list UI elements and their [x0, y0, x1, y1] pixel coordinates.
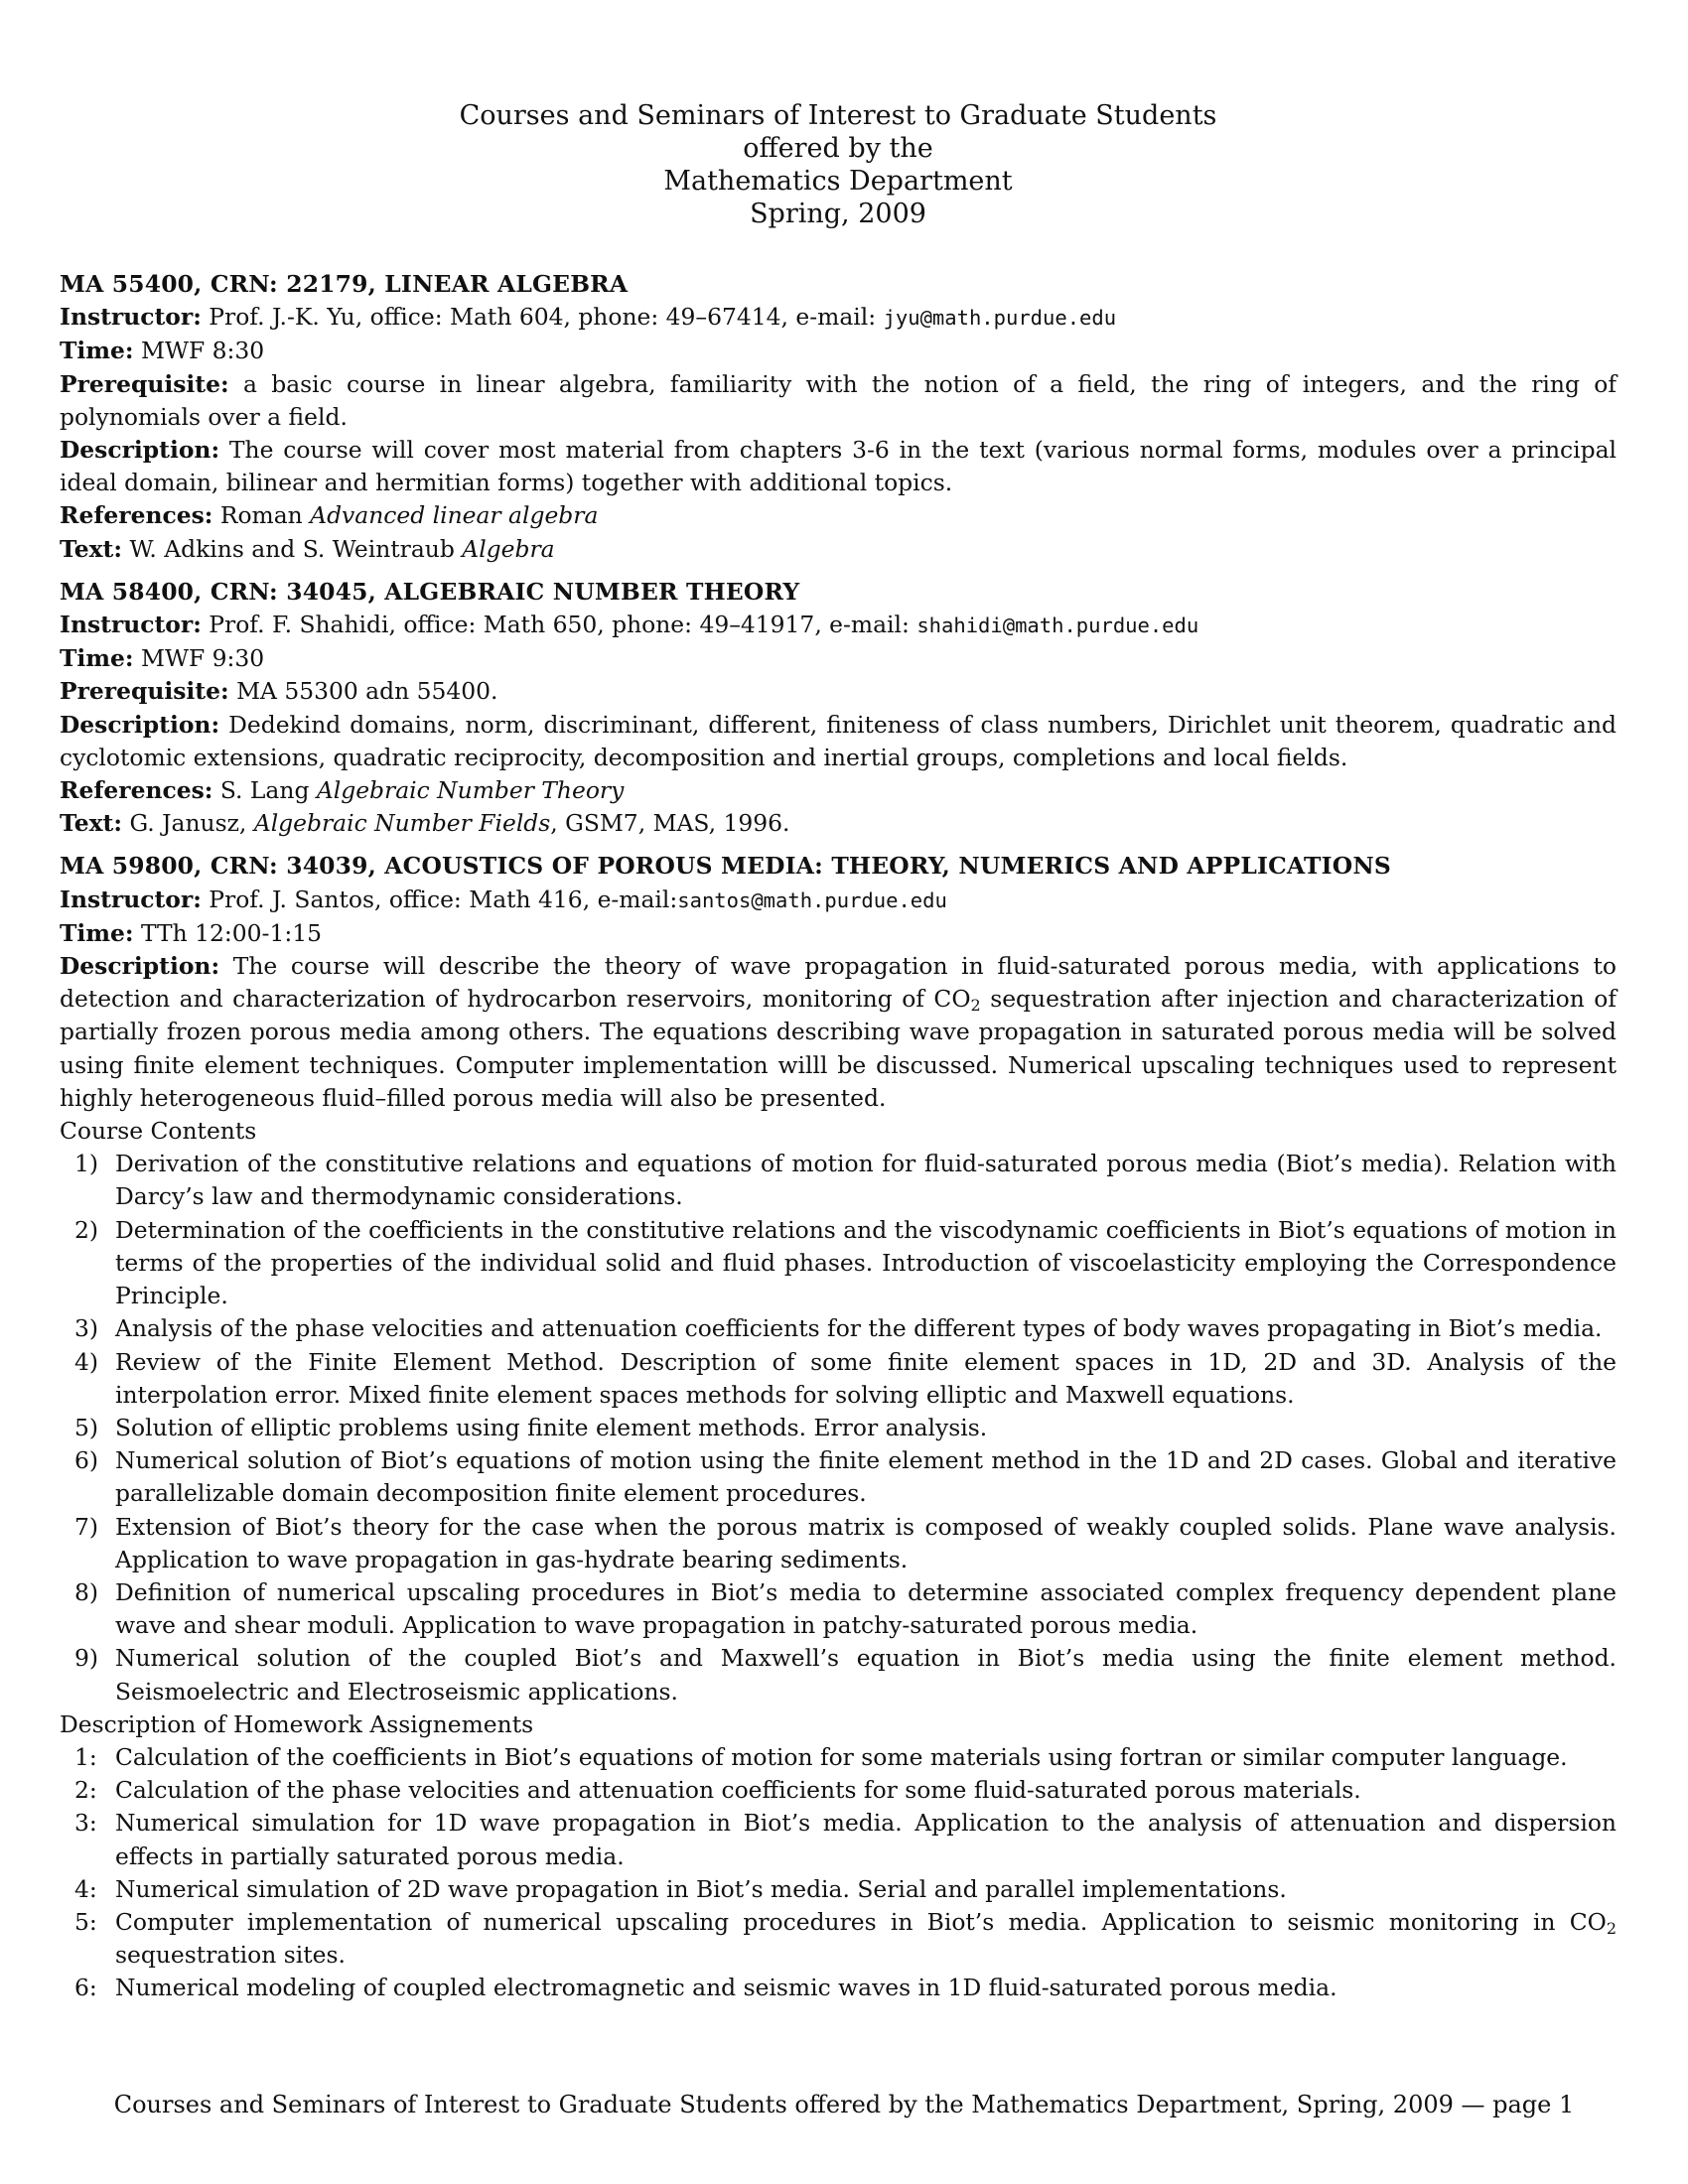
document-page: [60, 99, 1617, 2015]
course-text: [60, 807, 1617, 840]
course-instructor: [60, 609, 1617, 642]
course-instructor: [60, 884, 1617, 917]
list-item-number: 5): [74, 1413, 99, 1441]
list-item-number: 9): [74, 1644, 99, 1673]
course-time: [60, 917, 1617, 950]
list-item-text: Review of the Finite Element Method. Description of some finite element spaces in 1D, 2D and 3D. Analysis of the interpolation error. Mixed finite element spaces methods for solving elliptic and Maxwell equations.: [115, 1347, 1617, 1409]
list-item-text: Numerical modeling of coupled electromagnetic and seismic waves in 1D fluid-saturated porous media.: [115, 1974, 1337, 2002]
title-line-4: Spring, 2009: [750, 199, 926, 229]
homework-list: [60, 1741, 1617, 2005]
contents-item: [60, 1346, 1617, 1412]
list-item-number: 2:: [74, 1776, 97, 1805]
course-prerequisite: [60, 675, 1617, 708]
references-title: Advanced linear algebra: [310, 501, 599, 530]
contents-item: [60, 1444, 1617, 1510]
instructor-value: Prof. J. Santos, office: Math 416, e-mail:: [209, 885, 678, 913]
course-prerequisite: [60, 368, 1617, 434]
list-item-text: Definition of numerical upscaling procedures in Biot’s media to determine associated complex frequency dependent plane wave and shear moduli. Application to wave propagation in patchy-saturated porous media.: [115, 1577, 1617, 1640]
list-item-text: Determination of the coefficients in the constitutive relations and the viscodynamic coefficients in Biot’s equations of motion in terms of the properties of the individual solid and fluid phases. Introduction of viscoelasticity employing the Correspondence Principle.: [115, 1215, 1617, 1310]
course-instructor: [60, 301, 1617, 335]
list-item-text: Extension of Biot’s theory for the case when the porous matrix is composed of weakly coupled solids. Plane wave analysis. Application to wave propagation in gas-hydrate bearing sediments.: [115, 1512, 1617, 1573]
title-line-3: Mathematics Department: [663, 166, 1013, 197]
list-item-text: Numerical simulation for 1D wave propagation in Biot’s media. Application to the analysis of attenuation and dispersion effects in partially saturated porous media.: [115, 1809, 1617, 1870]
list-item-text: Calculation of the coefficients in Biot’s equations of motion for some materials using fortran or similar computer language.: [115, 1742, 1568, 1771]
list-item-text: Derivation of the constitutive relations and equations of motion for fluid-saturated porous media (Biot’s media). Relation with Darcy’s law and thermodynamic considerations.: [115, 1150, 1617, 1211]
contents-title: Course Contents: [60, 1117, 257, 1146]
course-ma59800: [60, 850, 1617, 2004]
homework-item: [60, 1873, 1617, 1906]
contents-item: [60, 1214, 1617, 1313]
references-label: References:: [60, 776, 213, 805]
homework-title: Description of Homework Assignements: [60, 1709, 534, 1738]
course-references: [60, 499, 1617, 532]
prerequisite-value: MA 55300 adn 55400.: [236, 677, 498, 706]
course-description: [60, 709, 1617, 774]
description-label: Description:: [60, 952, 220, 981]
description-label: Description:: [60, 710, 220, 739]
homework-item: [60, 1741, 1617, 1774]
list-item-text: Numerical solution of the coupled Biot’s and Maxwell’s equation in Biot’s media using the finite element method. Seismoelectric and Electroseismic applications.: [115, 1644, 1617, 1706]
title-line-2: offered by the: [743, 133, 933, 164]
contents-item: [60, 1642, 1617, 1707]
list-item-text: Numerical simulation of 2D wave propagation in Biot’s media. Serial and parallel implementations.: [115, 1874, 1287, 1903]
time-value: MWF 8:30: [141, 337, 265, 365]
instructor-email: jyu@math.purdue.edu: [883, 306, 1117, 331]
homework-item: [60, 1906, 1617, 1972]
list-item-text: Numerical solution of Biot’s equations of motion using the finite element method in the 1D and 2D cases. Global and iterative parallelizable domain decomposition finite element procedures.: [115, 1446, 1617, 1508]
co2-subscript: 2: [1606, 1918, 1617, 1938]
list-item-text: Computer implementation of numerical upscaling procedures in Biot’s media. Application to seismic monitoring in CO: [115, 1907, 1607, 1936]
list-item-number: 1): [74, 1150, 99, 1178]
text-author: G. Janusz,: [129, 809, 247, 838]
references-author: Roman: [219, 501, 303, 530]
prerequisite-label: Prerequisite:: [60, 677, 229, 706]
list-item-text: Analysis of the phase velocities and attenuation coefficients for the different types of body waves propagating in Biot’s media.: [115, 1314, 1603, 1343]
course-references: [60, 774, 1617, 807]
instructor-value: Prof. J.-K. Yu, office: Math 604, phone: 49–67414, e-mail:: [209, 303, 877, 332]
course-heading: MA 55400, CRN: 22179, LINEAR ALGEBRA: [60, 270, 629, 298]
contents-item: [60, 1576, 1617, 1642]
course-heading: MA 59800, CRN: 34039, ACOUSTICS OF POROUS MEDIA: THEORY, NUMERICS AND APPLICATIONS: [60, 852, 1392, 881]
course-description: [60, 434, 1617, 499]
contents-item: [60, 1312, 1617, 1345]
time-label: Time:: [60, 644, 134, 673]
list-item-number: 3): [74, 1314, 99, 1343]
homework-item: [60, 1972, 1617, 2004]
instructor-value: Prof. F. Shahidi, office: Math 650, phone: 49–41917, e-mail:: [209, 611, 910, 639]
course-ma58400: [60, 576, 1617, 841]
text-label: Text:: [60, 809, 122, 838]
list-item-number: 2): [74, 1215, 99, 1244]
list-item-text-after: sequestration sites.: [115, 1941, 346, 1970]
text-label: Text:: [60, 534, 122, 563]
description-part-1: The course will describe the theory of wave propagation in fluid-saturated porous media, with applications to detection and characterization of hydrocarbon reservoirs, monitoring of CO: [60, 952, 1618, 1014]
list-item-number: 7): [74, 1512, 99, 1541]
course-time: [60, 642, 1617, 675]
title-line-1: Courses and Seminars of Interest to Graduate Students: [459, 100, 1217, 131]
contents-item: [60, 1412, 1617, 1444]
time-value: TTh 12:00-1:15: [141, 918, 322, 947]
list-item-number: 4:: [74, 1874, 97, 1903]
instructor-label: Instructor:: [60, 303, 202, 332]
list-item-text: Calculation of the phase velocities and attenuation coefficients for some fluid-saturated porous materials.: [115, 1776, 1361, 1805]
instructor-email: santos@math.purdue.edu: [677, 887, 947, 912]
course-description: [60, 950, 1617, 1115]
list-item-number: 1:: [74, 1742, 97, 1771]
list-item-number: 6:: [74, 1974, 97, 2002]
text-rest: , GSM7, MAS, 1996.: [550, 809, 790, 838]
list-item-number: 6): [74, 1446, 99, 1475]
instructor-label: Instructor:: [60, 885, 202, 913]
list-item-number: 3:: [74, 1809, 97, 1838]
references-label: References:: [60, 501, 213, 530]
text-title: Algebraic Number Fields: [253, 809, 551, 838]
instructor-email: shahidi@math.purdue.edu: [916, 614, 1199, 638]
homework-item: [60, 1807, 1617, 1872]
list-item-number: 4): [74, 1347, 99, 1376]
course-contents-list: [60, 1148, 1617, 1707]
time-label: Time:: [60, 918, 134, 947]
text-author: W. Adkins and S. Weintraub: [129, 534, 455, 563]
description-value: Dedekind domains, norm, discriminant, different, finiteness of class numbers, Dirichlet unit theorem, quadratic and cyclotomic extensions, quadratic reciprocity, decomposition and inertial groups, completions and local fields.: [60, 710, 1617, 771]
document-title: [60, 99, 1617, 230]
list-item-number: 5:: [74, 1907, 97, 1936]
text-title: Algebra: [462, 534, 555, 563]
contents-item: [60, 1511, 1617, 1576]
co2-subscript: 2: [970, 996, 981, 1016]
description-label: Description:: [60, 436, 220, 465]
references-title: Algebraic Number Theory: [316, 776, 625, 805]
contents-item: [60, 1148, 1617, 1213]
course-ma55400: [60, 268, 1617, 566]
course-heading: MA 58400, CRN: 34045, ALGEBRAIC NUMBER THEORY: [60, 577, 800, 606]
list-item-number: 8): [74, 1577, 99, 1606]
description-part-2: sequestration after injection and characterization of partially frozen porous media among others. The equations describing wave propagation in saturated porous media will be solved using finite element techniques. Computer implementation willl be discussed. Numerical upscaling techniques used to represent highly heterogeneous fluid–filled porous media will also be presented.: [60, 985, 1618, 1112]
course-text: [60, 533, 1617, 566]
prerequisite-label: Prerequisite:: [60, 369, 229, 398]
instructor-label: Instructor:: [60, 611, 202, 639]
prerequisite-value: a basic course in linear algebra, familiarity with the notion of a field, the ring of integers, and the ring of polynomials over a field.: [60, 369, 1618, 431]
page-footer: Courses and Seminars of Interest to Graduate Students offered by the Mathematics Department, Spring, 2009 — page 1: [113, 2091, 1575, 2118]
description-value: The course will cover most material from chapters 3-6 in the text (various normal forms, modules over a principal ideal domain, bilinear and hermitian forms) together with additional topics.: [60, 436, 1617, 497]
time-label: Time:: [60, 337, 134, 365]
list-item-text: Solution of elliptic problems using finite element methods. Error analysis.: [115, 1413, 988, 1441]
references-author: S. Lang: [219, 776, 310, 805]
course-time: [60, 335, 1617, 367]
homework-item: [60, 1774, 1617, 1807]
time-value: MWF 9:30: [141, 644, 265, 673]
